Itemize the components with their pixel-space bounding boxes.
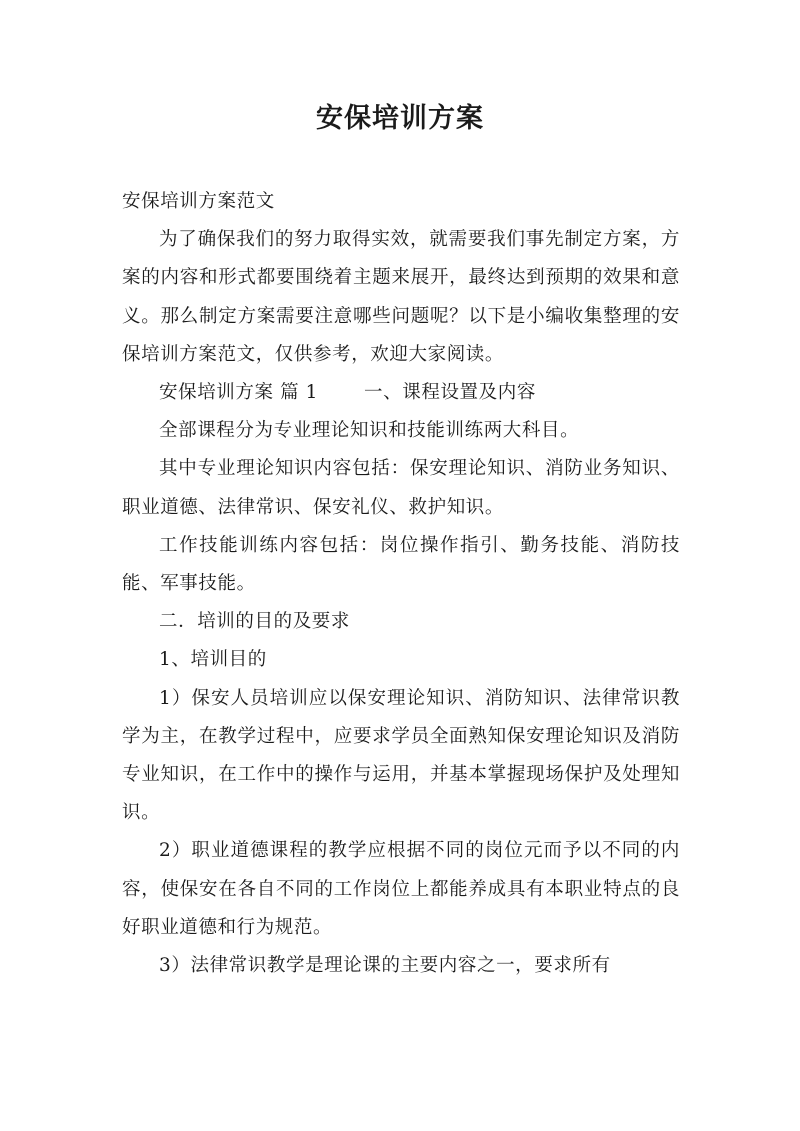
section-heading: 一、课程设置及内容 — [364, 382, 536, 404]
heading-training-purpose: 1、培训目的 — [159, 649, 267, 671]
heading-training-goals: 二．培训的目的及要求 — [159, 611, 351, 633]
intro-paragraph: 为了确保我们的努力取得实效，就需要我们事先制定方案，方案的内容和形式都要围绕着主题来展开，最终达到预期的效果和意义。那么制定方案需要注意哪些问题呢？以下是小编收集整理的安保培训方案范文，仅供参考，欢迎大家阅读。 — [122, 229, 680, 365]
body-paragraph: 全部课程分为专业理论知识和技能训练两大科目。 — [159, 420, 580, 442]
section-header-line — [122, 374, 680, 412]
section-label: 安保培训方案 篇 1 — [159, 382, 319, 404]
document-title: 安保培训方案 — [316, 103, 484, 134]
body-paragraph: 3）法律常识教学是理论课的主要内容之一，要求所有 — [159, 955, 611, 977]
document-body — [122, 183, 680, 985]
body-paragraph: 2）职业道德课程的教学应根据不同的岗位元而予以不同的内容，使保安在各自不同的工作岗位上都能养成具有本职业特点的良好职业道德和行为规范。 — [122, 840, 680, 938]
body-paragraph: 1）保安人员培训应以保安理论知识、消防知识、法律常识教学为主，在教学过程中，应要求学员全面熟知保安理论知识及消防专业知识，在工作中的操作与运用，并基本掌握现场保护及处理知识。 — [122, 687, 680, 824]
document-subtitle: 安保培训方案范文 — [122, 191, 275, 212]
body-paragraph: 其中专业理论知识内容包括：保安理论知识、消防业务知识、职业道德、法律常识、保安礼仪、救护知识。 — [122, 458, 680, 518]
body-paragraph: 工作技能训练内容包括：岗位操作指引、勤务技能、消防技能、军事技能。 — [122, 534, 680, 595]
